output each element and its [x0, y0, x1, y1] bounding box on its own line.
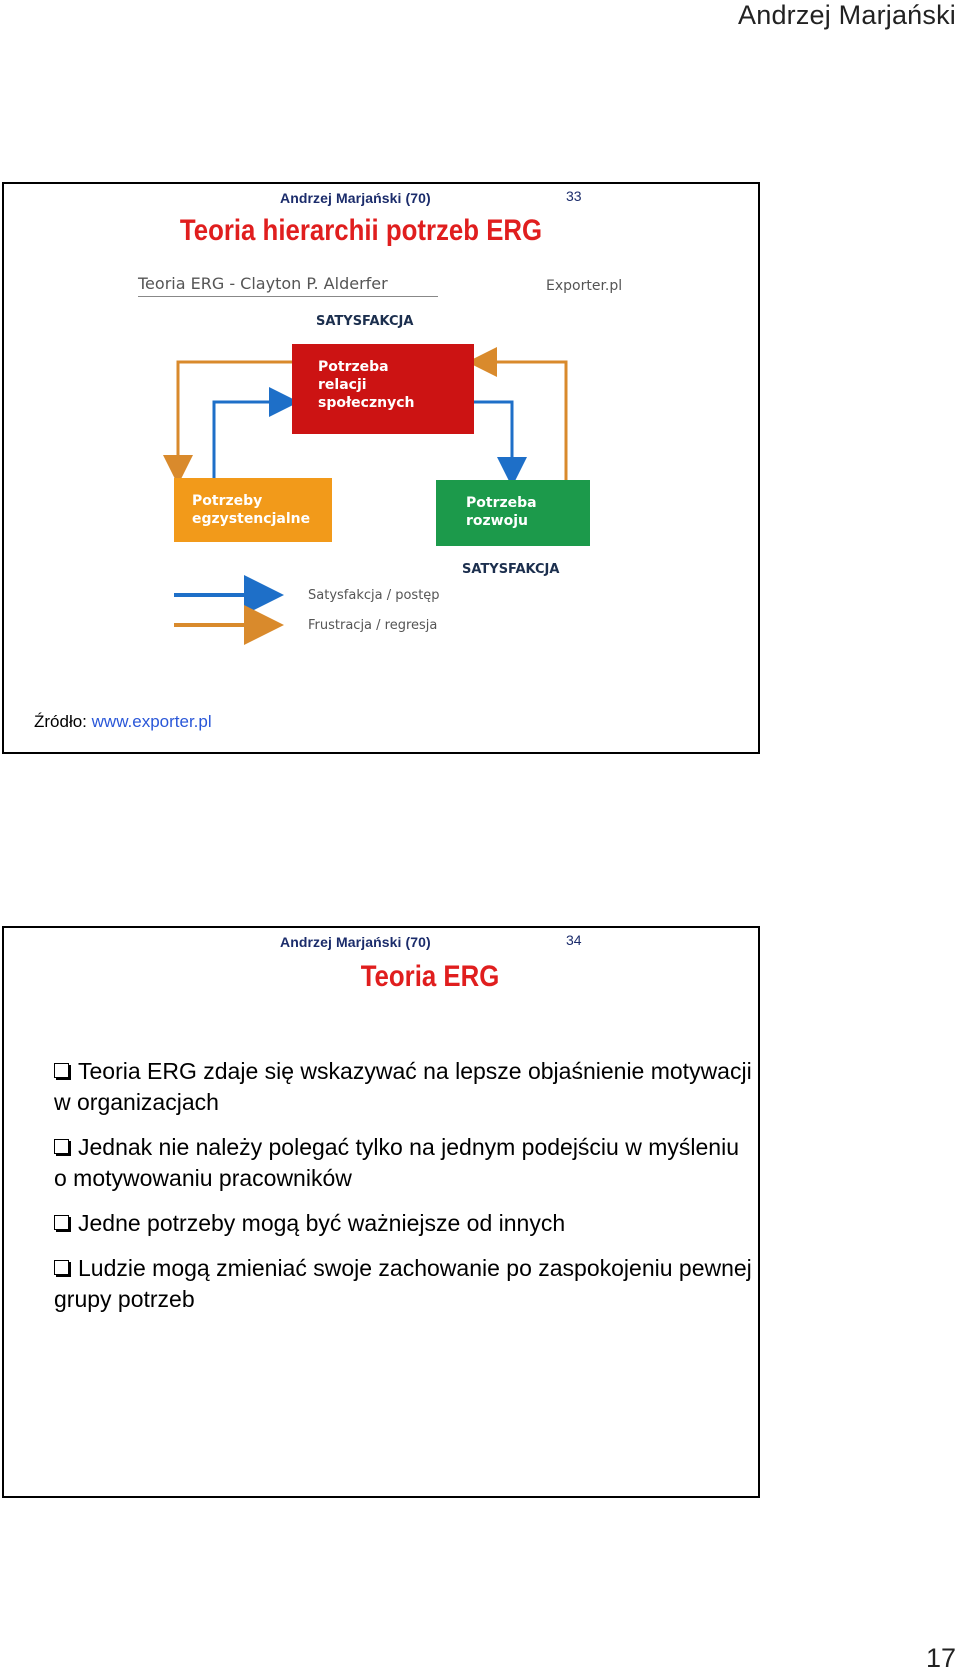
checkbox-bullet-icon	[54, 1260, 69, 1275]
bullet-text: Ludzie mogą zmieniać swoje zachowanie po zaspokojeniu pewnej grupy potrzeb	[54, 1255, 752, 1312]
satisfaction-arrow-left	[214, 402, 284, 478]
box-existence-line-2: egzystencjalne	[192, 511, 311, 527]
checkbox-bullet-icon	[54, 1063, 69, 1078]
source-link[interactable]: www.exporter.pl	[91, 712, 212, 731]
slide-33	[2, 182, 760, 754]
frustration-arrow-left	[178, 362, 292, 470]
bullet-item	[54, 1253, 754, 1315]
box-growth-line-1: Potrzeba	[466, 495, 537, 511]
box-existence-line-1: Potrzeby	[192, 493, 263, 509]
box-growth-needs	[436, 480, 590, 546]
slide-author: Andrzej Marjański (70)	[280, 190, 431, 206]
source-label: Źródło:	[34, 712, 92, 731]
satisfaction-arrow-right	[474, 402, 512, 472]
box-social-line-1: Potrzeba	[318, 359, 389, 375]
bullet-item	[54, 1132, 754, 1194]
slide-34	[2, 926, 760, 1498]
source-line	[34, 712, 212, 732]
legend-satisfaction-label: Satysfakcja / postęp	[308, 588, 440, 603]
checkbox-bullet-icon	[54, 1215, 69, 1230]
satisfaction-label-top: SATYSFAKCJA	[316, 314, 414, 329]
slide-number: 34	[566, 932, 582, 948]
page-header-author: Andrzej Marjański	[738, 0, 956, 30]
legend-frustration-label: Frustracja / regresja	[308, 618, 438, 633]
bullet-text: Jednak nie należy polegać tylko na jednym podejściu w myśleniu o motywowaniu pracowników	[54, 1134, 739, 1191]
box-existence-needs	[174, 478, 332, 542]
satisfaction-label-bottom: SATYSFAKCJA	[462, 562, 560, 577]
frustration-arrow-right	[482, 362, 566, 480]
box-social-line-3: społecznych	[318, 395, 415, 411]
page-number: 17	[925, 1643, 956, 1673]
box-social-line-2: relacji	[318, 377, 367, 393]
box-growth-line-2: rozwoju	[466, 513, 528, 529]
bullet-list	[54, 1056, 754, 1329]
slide-number: 33	[566, 188, 582, 204]
slide-author: Andrzej Marjański (70)	[280, 934, 431, 950]
bullet-item	[54, 1056, 754, 1118]
diagram-brand: Exporter.pl	[546, 278, 623, 294]
bullet-text: Jedne potrzeby mogą być ważniejsze od innych	[78, 1210, 566, 1236]
diagram-heading: Teoria ERG - Clayton P. Alderfer	[138, 274, 388, 293]
slide-title: Teoria hierarchii potrzeb ERG	[179, 214, 543, 247]
bullet-text: Teoria ERG zdaje się wskazywać na lepsze objaśnienie motywacji w organizacjach	[54, 1058, 752, 1115]
slide-title: Teoria ERG	[360, 960, 500, 993]
checkbox-bullet-icon	[54, 1139, 69, 1154]
box-social-needs	[292, 344, 474, 434]
erg-diagram	[124, 274, 644, 634]
bullet-item	[54, 1208, 754, 1239]
